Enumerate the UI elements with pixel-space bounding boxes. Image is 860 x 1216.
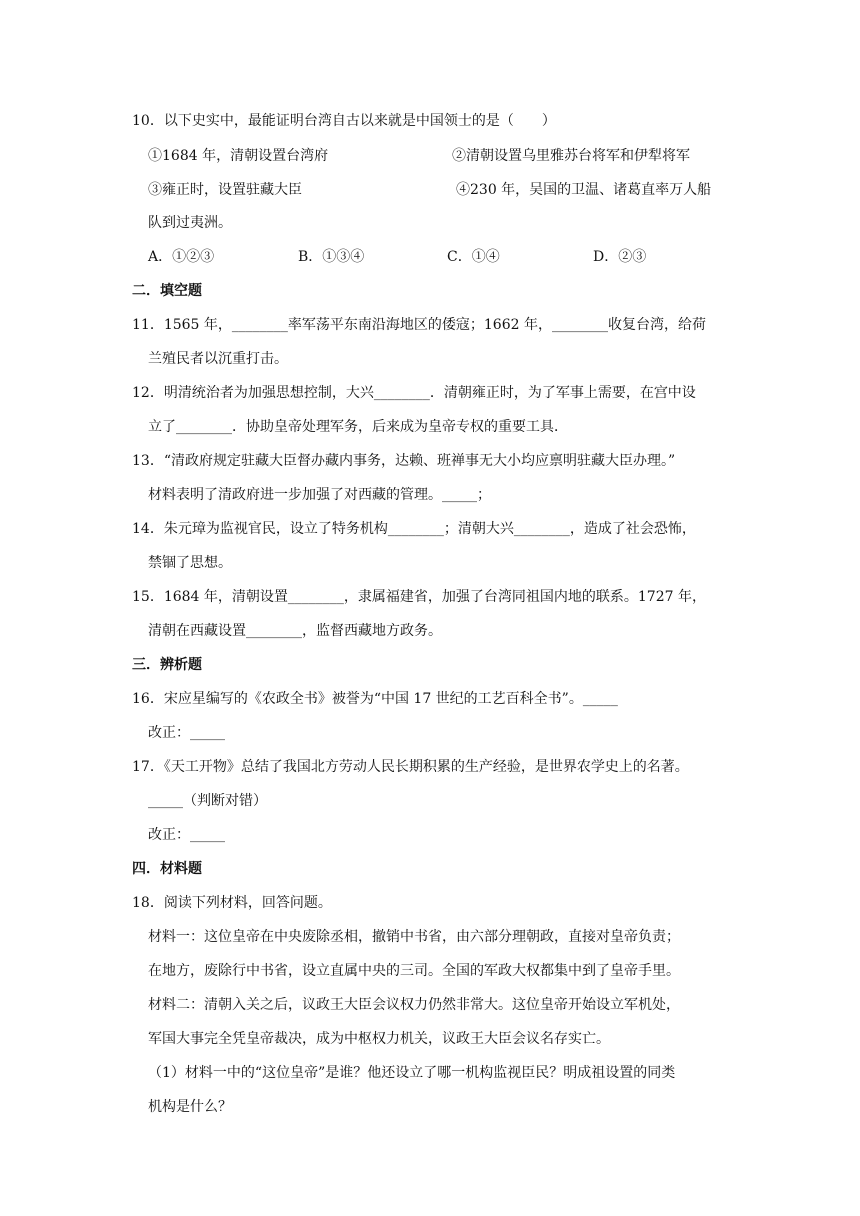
q14-line-1: 14．朱元璋为监视官民，设立了特务机构________；清朝大兴________，造成了社会恐怖， — [132, 521, 696, 537]
q14-line-2: 禁锢了思想。 — [148, 555, 232, 571]
q17-line-1: 17．《天工开物》总结了我国北方劳动人民长期积累的生产经验，是世界农学史上的名著。 — [132, 759, 689, 775]
q11-line-2: 兰殖民者以沉重打击。 — [148, 351, 288, 367]
q10-option-c: C．①④ — [447, 249, 500, 265]
q10-item-4-cont: 队到过夷洲。 — [148, 215, 232, 231]
section-heading-material: 四．材料题 — [132, 861, 202, 877]
q10-item-4: ④230 年，吴国的卫温、诸葛直率万人船 — [456, 182, 712, 198]
section-heading-analysis: 三．辨析题 — [132, 657, 202, 673]
q18-stem: 18．阅读下列材料，回答问题。 — [132, 895, 332, 911]
q18-material-2-line-1: 材料二：清朝入关之后，议政王大臣会议权力仍然非常大。这位皇帝开始设立军机处， — [148, 997, 680, 1013]
q10-item-1: ①1684 年，清朝设置台湾府 — [148, 148, 329, 164]
q10-item-2: ②清朝设置乌里雅苏台将军和伊犁将军 — [452, 148, 690, 164]
q16-line-1: 16．宋应星编写的《农政全书》被誉为“中国 17 世纪的工艺百科全书”。_____ — [132, 691, 618, 707]
q18-subquestion-1-line-2: 机构是什么？ — [148, 1099, 232, 1115]
q13-line-2: 材料表明了清政府进一步加强了对西藏的管理。_____； — [148, 487, 491, 503]
q12-line-2: 立了________．协助皇帝处理军务，后来成为皇帝专权的重要工具． — [148, 419, 568, 435]
q13-line-1: 13．“清政府规定驻藏大臣督办藏内事务，达赖、班禅事无大小均应禀明驻藏大臣办理。” — [132, 453, 676, 469]
q11-line-1: 11．1565 年，________率军荡平东南沿海地区的倭寇；1662 年，________收复台湾，给荷 — [132, 317, 706, 333]
q15-line-2: 清朝在西藏设置________，监督西藏地方政务。 — [148, 623, 442, 639]
q18-material-1-line-2: 在地方，废除行中书省，设立直属中央的三司。全国的军政大权都集中到了皇帝手里。 — [148, 963, 680, 979]
q15-line-1: 15．1684 年，清朝设置________，隶属福建省，加强了台湾同祖国内地的联系。1727 年， — [132, 589, 706, 605]
q10-option-d: D．②③ — [593, 249, 647, 265]
q10-option-b: B．①③④ — [298, 249, 365, 265]
q18-material-2-line-2: 军国大事完全凭皇帝裁决，成为中枢权力机关，议政王大臣会议名存实亡。 — [148, 1031, 610, 1047]
q10-stem: 10．以下史实中，最能证明台湾自古以来就是中国领士的是（ ） — [132, 113, 556, 129]
section-heading-fill-in: 二．填空题 — [132, 283, 202, 299]
q10-option-a: A．①②③ — [148, 249, 215, 265]
q18-subquestion-1-line-1: （1）材料一中的“这位皇帝”是谁？他还设立了哪一机构监视臣民？明成祖设置的同类 — [148, 1065, 676, 1081]
q17-line-2: _____（判断对错） — [148, 793, 267, 809]
q10-item-3: ③雍正时，设置驻藏大臣 — [148, 182, 302, 198]
q12-line-1: 12．明清统治者为加强思想控制，大兴________．清朝雍正时，为了军事上需要，在宫中设 — [132, 385, 696, 401]
q18-material-1-line-1: 材料一：这位皇帝在中央废除丞相，撤销中书省，由六部分理朝政，直接对皇帝负责； — [148, 929, 680, 945]
q17-correction: 改正：_____ — [148, 827, 225, 843]
q16-correction: 改正：_____ — [148, 725, 225, 741]
